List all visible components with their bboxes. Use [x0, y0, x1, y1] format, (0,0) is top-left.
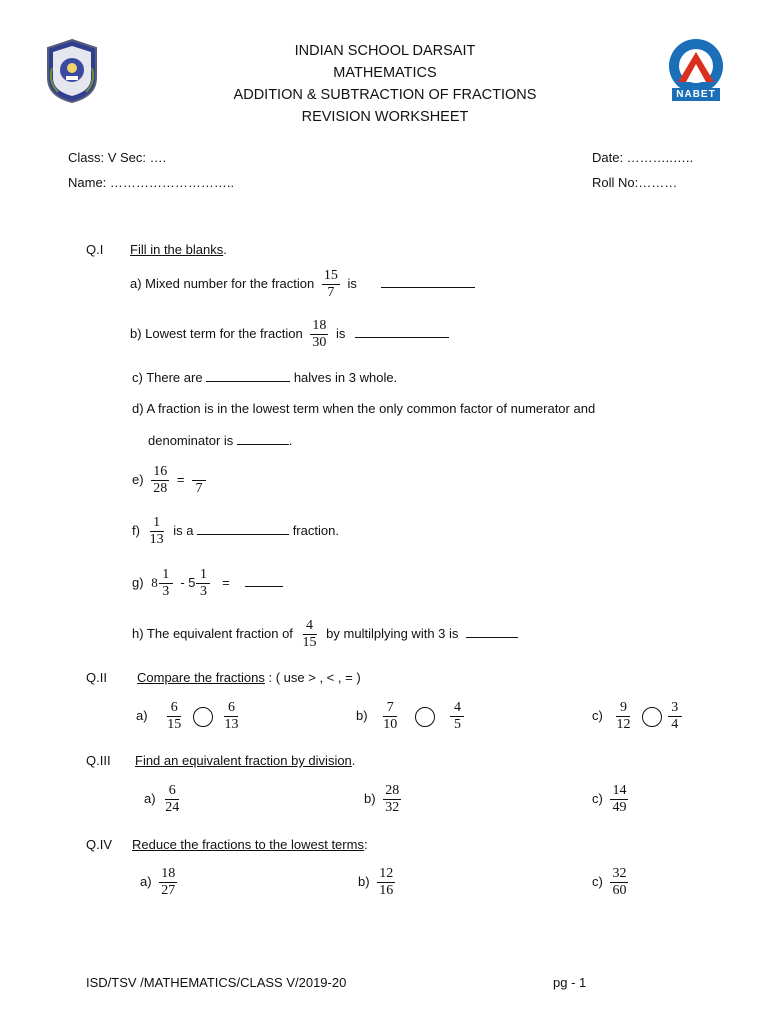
page-number: pg - 1 [553, 975, 587, 990]
q2-item-b: b) $\frac{7}{10}$ $\frac{4}{5}$ [356, 700, 468, 733]
fraction: $\frac{12}{16}$ [379, 866, 394, 898]
fraction: $\frac{1}{3}$ [159, 567, 173, 600]
q1c-suffix: halves in 3 whole. [293, 370, 398, 385]
q1-item-c [132, 369, 397, 385]
q1a-suffix: is [347, 275, 357, 291]
fraction: $\frac{6}{24}$ [165, 783, 180, 815]
q1b-suffix: is [335, 325, 346, 341]
fraction: $\frac{15}{7}$ [323, 268, 338, 300]
footer-code: ISD/TSV /MATHEMATICS/CLASS V/2019-20 [86, 975, 347, 990]
answer-fraction[interactable]: 7 [192, 464, 206, 497]
question-number: Q.II [86, 670, 107, 685]
q3-item-a: a) $\frac{6}{24}$ [144, 783, 180, 815]
fraction: $\frac{6}{15}$ [167, 700, 182, 732]
compare-circle[interactable] [415, 707, 435, 727]
q1-title: Fill in the blanks [130, 242, 224, 257]
q3-title: Find an equivalent fraction by division [135, 753, 352, 768]
answer-blank[interactable] [245, 574, 283, 587]
q1-item-g: g) 8 $\frac{1}{3}$ - 5 $\frac{1}{3}$ = [132, 567, 283, 600]
question-title: Fill in the blanks. [130, 242, 227, 257]
q4-title: Reduce the fractions to the lowest terms [132, 837, 364, 852]
fraction: $\frac{3}{4}$ [668, 700, 682, 733]
fraction: $\frac{9}{12}$ [616, 700, 631, 732]
q1-item-h: h) The equivalent fraction of $\frac{4}{15}$ by multilplying with 3 is [132, 618, 518, 651]
question-number: Q.IV [86, 837, 113, 852]
q1a-text: a) Mixed number for the fraction [130, 275, 315, 291]
q1-item-d-line1: d) A fraction is in the lowest term when the only common factor of numerator and [132, 401, 596, 416]
answer-blank[interactable] [237, 432, 289, 445]
compare-circle[interactable] [193, 707, 213, 727]
q1c-text: c) There are [132, 370, 203, 385]
q1-item-b [130, 318, 449, 351]
q1b-text: b) Lowest term for the fraction [130, 325, 303, 341]
fraction: $\frac{18}{27}$ [161, 866, 176, 898]
topic-title: ADDITION & SUBTRACTION OF FRACTIONS [233, 87, 537, 103]
worksheet-header [0, 40, 770, 128]
q1d-text: denominator is [148, 433, 234, 448]
question-title: Compare the fractions : ( use > , < , = ) [137, 670, 361, 685]
answer-blank[interactable] [197, 522, 289, 535]
question-number: Q.I [86, 242, 104, 257]
fraction: $\frac{1}{3}$ [196, 567, 210, 600]
nabet-label: NABET [676, 89, 716, 100]
q3-item-c: c) $\frac{14}{49}$ [592, 783, 627, 815]
fraction: $\frac{16}{28}$ [153, 464, 168, 496]
q3-item-b: b) $\frac{28}{32}$ [364, 783, 400, 815]
question-number: Q.III [86, 753, 111, 768]
subject-title: MATHEMATICS [333, 65, 437, 81]
fraction: $\frac{28}{32}$ [385, 783, 400, 815]
fraction: $\frac{14}{49}$ [612, 783, 627, 815]
compare-circle[interactable] [642, 707, 662, 727]
fraction: $\frac{7}{10}$ [383, 700, 398, 732]
roll-no-field: Roll No:……… [592, 175, 678, 190]
fraction: $\frac{32}{60}$ [612, 866, 627, 898]
q1-item-f: f) $\frac{1}{13}$ is a fraction. [132, 515, 339, 547]
name-field: Name: ……………………….. [68, 175, 235, 190]
q2-title: Compare the fractions [137, 670, 265, 685]
q2-item-c: c) $\frac{9}{12}$ $\frac{3}{4}$ [592, 700, 686, 733]
answer-blank[interactable] [355, 325, 449, 338]
q4-item-c: c) $\frac{32}{60}$ [592, 866, 627, 898]
q2-item-a: a) $\frac{6}{15}$ $\frac{6}{13}$ [136, 700, 239, 732]
answer-blank[interactable] [381, 275, 475, 288]
class-section-field: Class: V Sec: …. [68, 150, 167, 165]
answer-blank[interactable] [206, 369, 290, 382]
worksheet-type: REVISION WORKSHEET [301, 109, 469, 125]
q1-item-a [130, 268, 475, 301]
q1-item-e: e) $\frac{16}{28}$ = 7 [132, 464, 210, 497]
question-title: Reduce the fractions to the lowest terms: [132, 837, 368, 852]
fraction: $\frac{18}{30}$ [312, 318, 327, 350]
fraction: $\frac{4}{5}$ [450, 700, 464, 733]
school-name: INDIAN SCHOOL DARSAIT [294, 43, 476, 59]
q1-item-d-line2: denominator is . [148, 433, 293, 448]
answer-blank[interactable] [466, 625, 518, 638]
question-title: Find an equivalent fraction by division. [135, 753, 356, 768]
q4-item-b: b) $\frac{12}{16}$ [358, 866, 394, 898]
fraction: $\frac{6}{13}$ [224, 700, 239, 732]
fraction: $\frac{4}{15}$ [302, 618, 317, 650]
date-field: Date: ………..….. [592, 150, 694, 165]
fraction: $\frac{1}{13}$ [149, 515, 164, 547]
q4-item-a: a) $\frac{18}{27}$ [140, 866, 176, 898]
